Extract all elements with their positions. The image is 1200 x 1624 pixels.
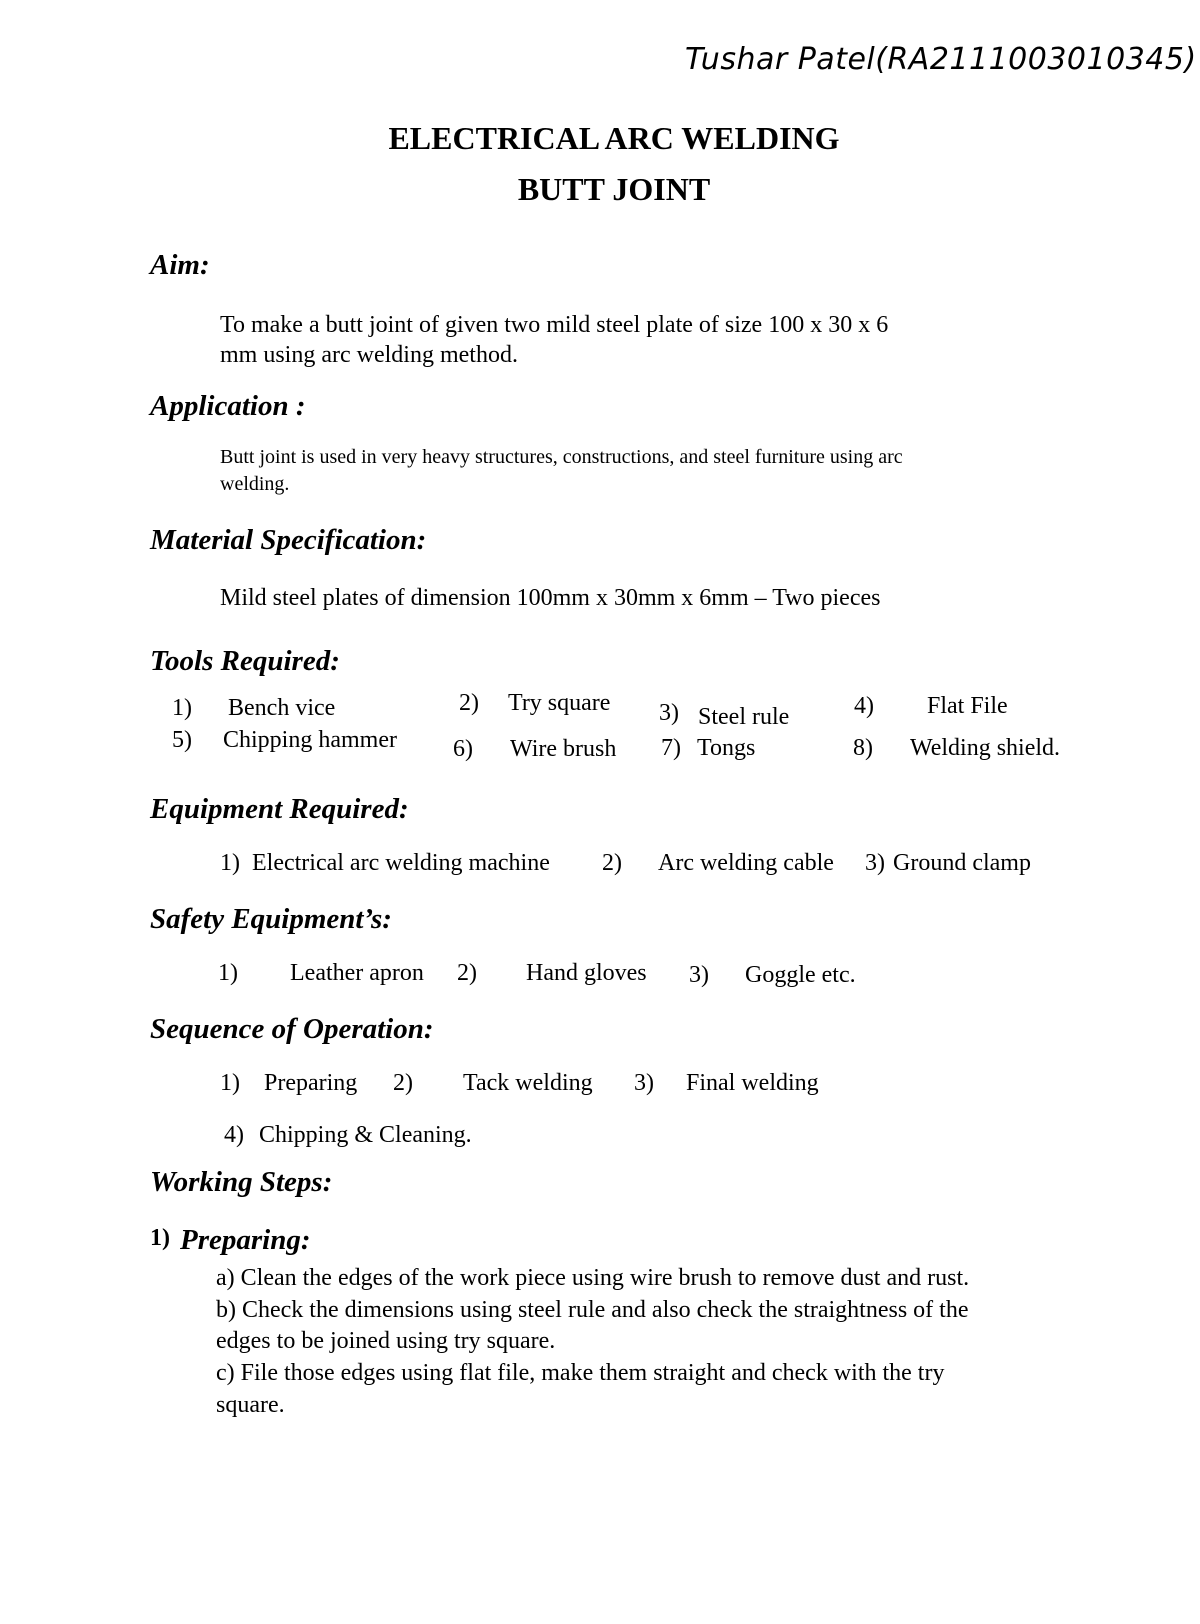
document-title: ELECTRICAL ARC WELDING xyxy=(388,120,840,156)
sequence-item: Chipping & Cleaning. xyxy=(259,1122,472,1148)
sequence-number: 2) xyxy=(393,1070,413,1096)
sequence-number: 4) xyxy=(224,1122,244,1148)
tool-item: Try square xyxy=(508,690,611,716)
sequence-number: 3) xyxy=(634,1070,654,1096)
step-number: 1) xyxy=(150,1225,170,1251)
safety-item: Leather apron xyxy=(290,960,424,986)
equipment-number: 1) xyxy=(220,850,240,876)
sequence-item: Final welding xyxy=(686,1070,819,1096)
tool-number: 1) xyxy=(172,695,192,721)
safety-item: Goggle etc. xyxy=(745,962,856,988)
tool-number: 7) xyxy=(661,735,681,761)
step-line: b) Check the dimensions using steel rule and also check the straightness of the xyxy=(216,1297,969,1323)
tool-number: 5) xyxy=(172,727,192,753)
tool-number: 2) xyxy=(459,690,479,716)
step-line: square. xyxy=(216,1392,285,1418)
sequence-heading: Sequence of Operation: xyxy=(150,1013,434,1045)
sequence-number: 1) xyxy=(220,1070,240,1096)
equipment-number: 2) xyxy=(602,850,622,876)
tool-item: Chipping hammer xyxy=(223,727,397,753)
aim-text-line-1: To make a butt joint of given two mild steel plate of size 100 x 30 x 6 xyxy=(220,312,889,338)
aim-text-line-2: mm using arc welding method. xyxy=(220,342,518,368)
application-text-line-2: welding. xyxy=(220,473,290,495)
safety-number: 3) xyxy=(689,962,709,988)
step-line: a) Clean the edges of the work piece using wire brush to remove dust and rust. xyxy=(216,1265,970,1291)
safety-heading: Safety Equipment’s: xyxy=(150,903,392,935)
equipment-number: 3) xyxy=(865,850,885,876)
tool-number: 8) xyxy=(853,735,873,761)
step-line: c) File those edges using flat file, make them straight and check with the try xyxy=(216,1360,945,1386)
working-steps-heading: Working Steps: xyxy=(150,1166,333,1198)
step-title: Preparing: xyxy=(180,1224,311,1256)
document-subtitle: BUTT JOINT xyxy=(517,171,711,207)
tools-heading: Tools Required: xyxy=(150,645,340,677)
tool-item: Welding shield. xyxy=(910,735,1061,761)
tool-number: 4) xyxy=(854,693,874,719)
material-heading: Material Specification: xyxy=(150,524,427,556)
equipment-item: Ground clamp xyxy=(893,850,1031,876)
equipment-item: Electrical arc welding machine xyxy=(252,850,550,876)
sequence-item: Preparing xyxy=(264,1070,358,1096)
safety-number: 1) xyxy=(218,960,238,986)
aim-heading: Aim: xyxy=(150,249,210,281)
tool-item: Wire brush xyxy=(510,736,617,762)
tool-item: Steel rule xyxy=(698,704,790,730)
application-text-line-1: Butt joint is used in very heavy structures, constructions, and steel furniture using arc xyxy=(220,446,903,468)
tool-number: 6) xyxy=(453,736,473,762)
equipment-item: Arc welding cable xyxy=(658,850,834,876)
safety-item: Hand gloves xyxy=(526,960,647,986)
step-line: edges to be joined using try square. xyxy=(216,1328,556,1354)
author-name: Tushar Patel(RA2111003010345) xyxy=(685,42,1197,77)
material-text: Mild steel plates of dimension 100mm x 30mm x 6mm – Two pieces xyxy=(220,585,881,611)
application-heading: Application : xyxy=(150,390,306,422)
tool-item: Tongs xyxy=(697,735,756,761)
tool-item: Bench vice xyxy=(228,695,336,721)
tool-item: Flat File xyxy=(927,693,1008,719)
tool-number: 3) xyxy=(659,700,679,726)
equipment-heading: Equipment Required: xyxy=(150,793,409,825)
sequence-item: Tack welding xyxy=(463,1070,593,1096)
safety-number: 2) xyxy=(457,960,477,986)
